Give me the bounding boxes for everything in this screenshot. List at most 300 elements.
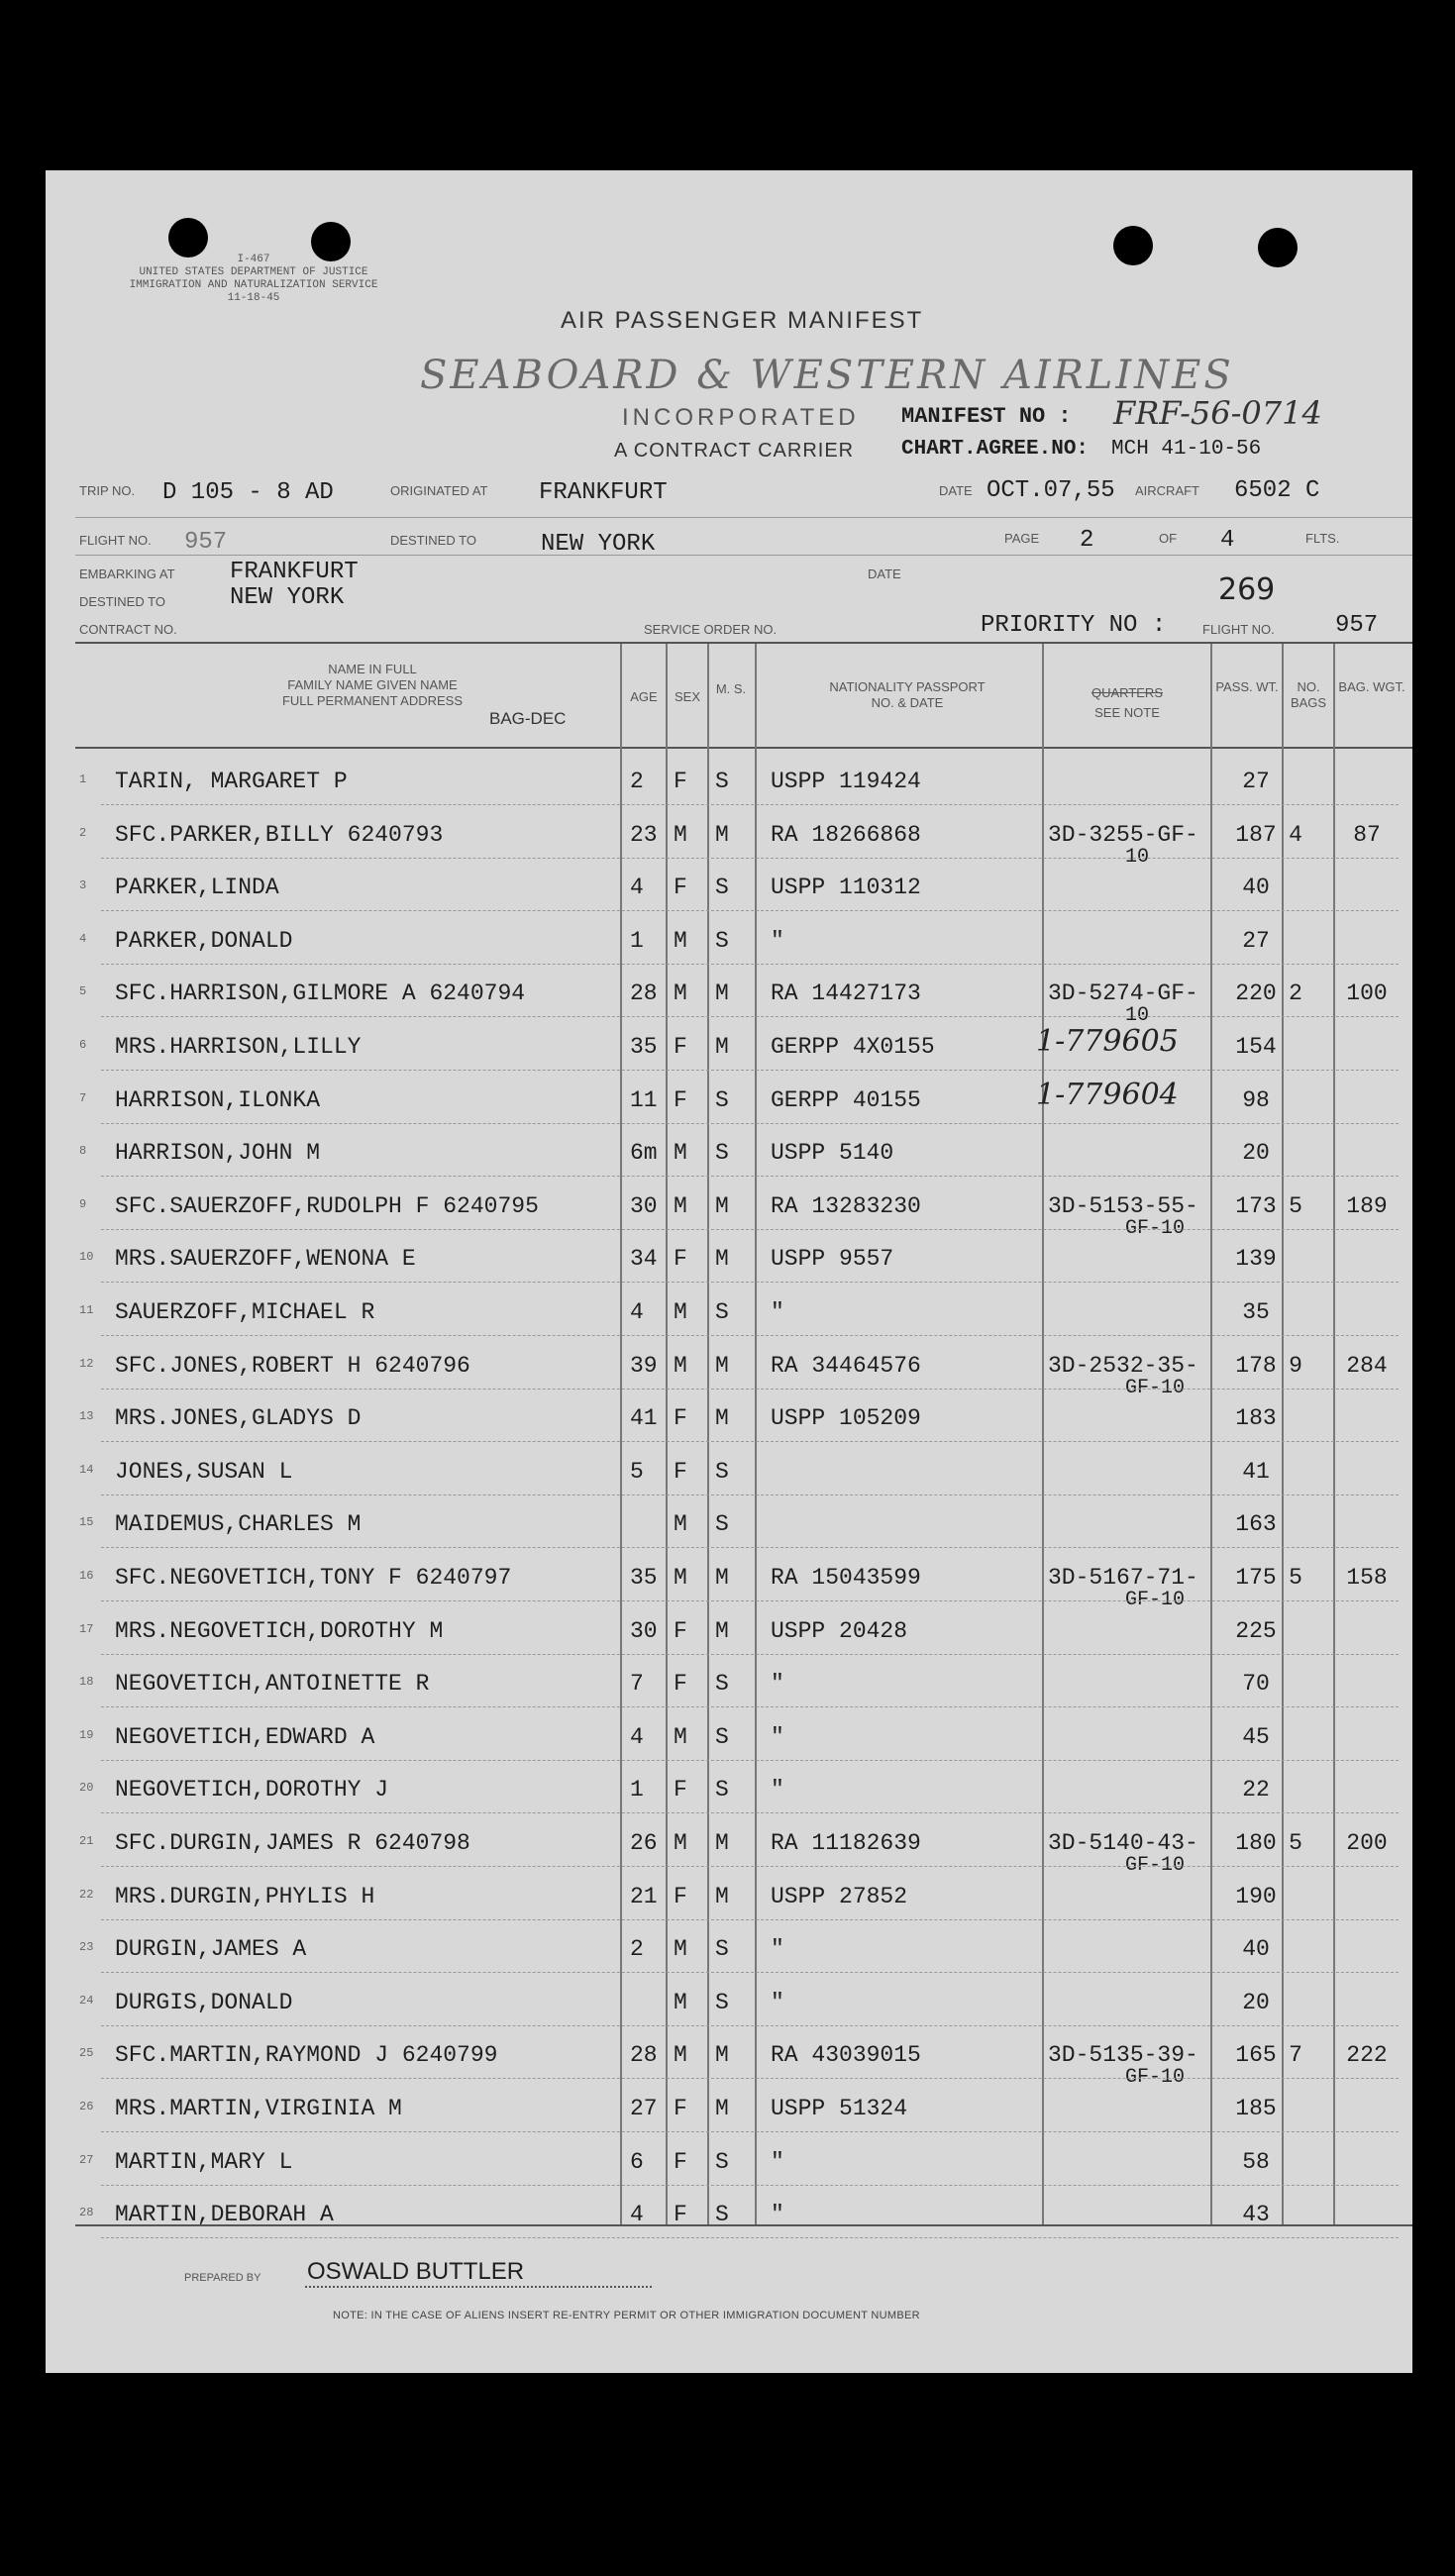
priority-label: PRIORITY NO : [981,612,1167,639]
passenger-marital-status: M [715,1405,729,1432]
passenger-sex: M [674,980,687,1007]
quarters-code: 3D-5274-GF- [1048,980,1198,1007]
trip-label: TRIP NO. [79,483,136,498]
table-row [46,1922,1412,1976]
row-number: 24 [79,1993,94,2008]
table-row [46,1232,1412,1286]
passenger-sex: F [674,2148,687,2175]
header-ms: M. S. [715,681,747,696]
table-row [46,808,1412,869]
row-rule [101,858,1399,859]
row-number: 12 [79,1356,94,1371]
quarters-code-continued: GF-10 [1125,1589,1186,1611]
passenger-weight: 185 [1235,2096,1277,2121]
passenger-weight: 173 [1235,1192,1277,1219]
passenger-name: NEGOVETICH,DOROTHY J [115,1777,389,1803]
quarters-code: 3D-5135-39- [1048,2042,1198,2069]
passenger-age: 4 [630,2202,644,2228]
passenger-weight: 20 [1242,1989,1270,2015]
passenger-weight: 154 [1235,1034,1277,1060]
passenger-age: 4 [630,1723,644,1750]
passenger-age: 28 [630,980,658,1007]
passenger-age: 1 [630,1777,644,1803]
date-value: OCT.07,55 [987,477,1115,504]
passport-number: " [771,1299,784,1325]
passenger-age: 35 [630,1565,658,1591]
passport-number: USPP 27852 [771,1883,908,1909]
row-rule [101,2131,1399,2132]
signature-line [305,2286,652,2288]
row-number: 19 [79,1727,94,1742]
passenger-weight: 178 [1235,1352,1277,1379]
row-number: 17 [79,1621,94,1636]
passport-number: RA 11182639 [771,1830,921,1856]
passport-number: RA 13283230 [771,1192,921,1219]
bag-weight: 222 [1346,2042,1388,2069]
passenger-age: 1 [630,927,644,954]
passenger-weight: 40 [1242,1936,1270,1963]
passenger-weight: 70 [1242,1671,1270,1698]
table-row [46,2135,1412,2189]
passenger-name: MRS.HARRISON,LILLY [115,1034,362,1060]
passport-number: " [771,1777,784,1803]
passenger-weight: 180 [1235,1830,1277,1856]
passenger-weight: 183 [1235,1405,1277,1432]
row-rule [101,1919,1399,1920]
passenger-age: 4 [630,875,644,901]
passport-number: USPP 9557 [771,1246,894,1273]
passenger-sex: F [674,1777,687,1803]
flights-label: FLTS. [1305,531,1340,546]
passenger-name: SFC.SAUERZOFF,RUDOLPH F 6240795 [115,1192,539,1219]
passport-number: RA 14427173 [771,980,921,1007]
passenger-name: MRS.SAUERZOFF,WENONA E [115,1246,416,1273]
header-see-note: SEE NOTE [1094,705,1160,720]
passenger-marital-status: S [715,1936,729,1963]
table-row [46,1020,1412,1074]
bag-weight: 189 [1346,1192,1388,1219]
passenger-marital-status: M [715,1883,729,1909]
destined2-label: DESTINED TO [79,594,165,609]
header-quarters: QUARTERS [1091,685,1163,700]
passenger-weight: 20 [1242,1140,1270,1167]
passenger-marital-status: M [715,1617,729,1644]
passenger-age: 30 [630,1192,658,1219]
charter-number: MCH 41-10-56 [1111,438,1262,461]
passenger-weight: 43 [1242,2202,1270,2228]
passenger-name: MARTIN,MARY L [115,2148,293,2175]
destined2-value: NEW YORK [230,584,345,611]
row-rule [101,1335,1399,1336]
table-row [46,1710,1412,1764]
passenger-weight: 139 [1235,1246,1277,1273]
row-rule [101,1282,1399,1283]
passenger-weight: 41 [1242,1458,1270,1485]
header-nationality: NATIONALITY PASSPORT NO. & DATE [829,679,986,710]
trip-value: D 105 - 8 AD [162,479,334,506]
passenger-name: MRS.NEGOVETICH,DOROTHY M [115,1617,444,1644]
passenger-age: 6m [630,1140,658,1167]
bag-weight: 100 [1346,980,1388,1007]
passport-number: " [771,1989,784,2015]
passport-number: USPP 5140 [771,1140,894,1167]
passenger-marital-status: S [715,2148,729,2175]
passenger-age: 30 [630,1617,658,1644]
passenger-sex: M [674,927,687,954]
passenger-name: SFC.DURGIN,JAMES R 6240798 [115,1830,470,1856]
quarters-code: 3D-3255-GF- [1048,821,1198,848]
quarters-code-continued: GF-10 [1125,2066,1186,2090]
passenger-age: 6 [630,2148,644,2175]
passenger-sex: M [674,1511,687,1538]
passenger-name: SFC.JONES,ROBERT H 6240796 [115,1352,470,1379]
passenger-weight: 165 [1235,2042,1277,2069]
row-rule [101,1123,1399,1124]
bag-weight: 87 [1353,821,1381,848]
passenger-weight: 225 [1235,1617,1277,1644]
passport-number: RA 15043599 [771,1565,921,1591]
passenger-name: PARKER,DONALD [115,927,293,954]
date2-label: DATE [868,567,901,581]
manifest-number: FRF-56-0714 [1113,394,1322,432]
passenger-marital-status: M [715,1352,729,1379]
passenger-name: JONES,SUSAN L [115,1458,293,1485]
aircraft-value: 6502 C [1234,477,1320,504]
quarters-code: 3D-2532-35- [1048,1352,1198,1379]
flight2-label: FLIGHT NO. [1202,622,1275,637]
row-number: 5 [79,984,87,999]
passenger-age: 5 [630,1458,644,1485]
passenger-name: SFC.MARTIN,RAYMOND J 6240799 [115,2042,498,2069]
page-value: 2 [1080,527,1094,554]
destined-label: DESTINED TO [390,533,476,548]
bag-weight: 158 [1346,1565,1388,1591]
passport-number: USPP 51324 [771,2096,908,2121]
prepared-label: PREPARED BY [184,2272,261,2284]
passport-number: USPP 105209 [771,1405,921,1432]
passenger-sex: F [674,1034,687,1060]
bag-count: 4 [1289,821,1302,848]
row-rule [101,964,1399,965]
passenger-sex: F [674,2096,687,2121]
passenger-name: HARRISON,JOHN M [115,1140,321,1167]
row-rule [101,1760,1399,1761]
table-row [46,1551,1412,1611]
passenger-weight: 45 [1242,1723,1270,1750]
passenger-sex: M [674,1565,687,1591]
bag-count: 2 [1289,980,1302,1007]
passenger-sex: F [674,1671,687,1698]
quarters-code-continued: GF-10 [1125,1216,1186,1240]
row-rule [101,1016,1399,1017]
manifest-sheet [46,170,1412,2373]
table-row [46,2188,1412,2241]
embarking-value: FRANKFURT [230,559,359,585]
passport-number: RA 43039015 [771,2042,921,2069]
passenger-age: 27 [630,2096,658,2121]
row-rule [101,1494,1399,1495]
passenger-age: 28 [630,2042,658,2069]
passenger-marital-status: M [715,1192,729,1219]
passenger-age: 7 [630,1671,644,1698]
header-bags: NO. BAGS [1290,679,1327,710]
passport-number: " [771,1671,784,1698]
table-row [46,1445,1412,1498]
passport-number: RA 34464576 [771,1352,921,1379]
passenger-marital-status: S [715,1989,729,2015]
passport-number: USPP 20428 [771,1617,908,1644]
date-label: DATE [939,483,973,498]
table-row [46,967,1412,1028]
passenger-sex: M [674,1723,687,1750]
passenger-sex: M [674,1299,687,1325]
bag-count: 7 [1289,2042,1302,2069]
passenger-sex: F [674,1086,687,1113]
table-row [46,1497,1412,1551]
passenger-marital-status: M [715,1246,729,1273]
quarters-code-continued: GF-10 [1125,1376,1186,1399]
passenger-name: SFC.HARRISON,GILMORE A 6240794 [115,980,526,1007]
table-row [46,1604,1412,1658]
passport-number: " [771,2202,784,2228]
quarters-code-continued: GF-10 [1125,1854,1186,1877]
header-bag-wgt: BAG. WGT. [1338,679,1405,694]
row-rule [101,1389,1399,1390]
row-rule [101,1706,1399,1707]
row-number: 6 [79,1038,87,1052]
handwritten-document-number: 1-779604 [1036,1077,1179,1112]
passenger-age: 39 [630,1352,658,1379]
row-rule [101,1441,1399,1442]
bag-weight: 284 [1346,1352,1388,1379]
passenger-name: DURGIS,DONALD [115,1989,293,2015]
passport-number: GERPP 4X0155 [771,1034,935,1060]
flight-value: 957 [184,529,228,556]
aircraft-label: AIRCRAFT [1135,483,1199,498]
row-rule [101,1229,1399,1230]
page-of-value: 4 [1220,527,1235,554]
row-rule [101,2078,1399,2079]
passenger-sex: F [674,1246,687,1273]
row-number: 27 [79,2152,94,2167]
incorporated-text: INCORPORATED [622,404,860,431]
row-number: 15 [79,1515,94,1530]
punch-hole [168,218,208,258]
row-number: 23 [79,1940,94,1955]
passenger-sex: M [674,1989,687,2015]
table-row [46,1657,1412,1710]
row-rule [101,1812,1399,1813]
handwritten-document-number: 1-779605 [1036,1024,1179,1059]
flight-label: FLIGHT NO. [79,533,152,548]
passenger-marital-status: S [715,1140,729,1167]
passenger-weight: 187 [1235,821,1277,848]
table-row [46,2028,1412,2090]
passenger-sex: F [674,1405,687,1432]
passenger-marital-status: M [715,980,729,1007]
passport-number: USPP 110312 [771,875,921,901]
quarters-code-continued: 10 [1125,845,1150,869]
passenger-marital-status: M [715,1565,729,1591]
row-number: 28 [79,2206,94,2220]
passport-number: " [771,2148,784,2175]
header-bag-dec: BAG-DEC [489,709,567,728]
passenger-name: MAIDEMUS,CHARLES M [115,1511,362,1538]
row-number: 1 [79,773,87,786]
airline-name: SEABOARD & WESTERN AIRLINES [420,353,1234,398]
table-row [46,1180,1412,1240]
quarters-code: 3D-5153-55- [1048,1192,1198,1219]
passenger-name: NEGOVETICH,EDWARD A [115,1723,375,1750]
row-number: 7 [79,1090,87,1105]
passenger-name: SAUERZOFF,MICHAEL R [115,1299,375,1325]
passenger-sex: M [674,821,687,848]
bag-count: 9 [1289,1352,1302,1379]
row-number: 22 [79,1887,94,1902]
passenger-name: MRS.MARTIN,VIRGINIA M [115,2096,402,2121]
row-rule [101,1600,1399,1601]
passenger-age: 35 [630,1034,658,1060]
table-row [46,1816,1412,1877]
bag-count: 5 [1289,1565,1302,1591]
row-rule [101,1654,1399,1655]
passenger-marital-status: M [715,821,729,848]
passenger-marital-status: M [715,2096,729,2121]
row-number: 26 [79,2100,94,2113]
passenger-sex: M [674,1352,687,1379]
passenger-marital-status: S [715,1777,729,1803]
table-row [46,1391,1412,1445]
passenger-weight: 58 [1242,2148,1270,2175]
passenger-sex: F [674,2202,687,2228]
table-row [46,1286,1412,1339]
priority-number: 269 [1218,572,1276,607]
passenger-marital-status: S [715,1671,729,1698]
passenger-name: SFC.PARKER,BILLY 6240793 [115,821,444,848]
passenger-marital-status: S [715,875,729,901]
header-name: NAME IN FULL FAMILY NAME GIVEN NAME FULL PERMANENT ADDRESS [281,662,464,708]
passenger-name: MRS.JONES,GLADYS D [115,1405,362,1432]
passenger-name: DURGIN,JAMES A [115,1936,307,1963]
passenger-marital-status: S [715,927,729,954]
row-number: 20 [79,1781,94,1796]
passenger-age: 23 [630,821,658,848]
passenger-marital-status: M [715,1830,729,1856]
header-age: AGE [630,689,658,704]
prepared-by: OSWALD BUTTLER [307,2258,525,2285]
row-rule [101,2185,1399,2186]
passport-number: " [771,1723,784,1750]
row-rule [101,1866,1399,1867]
passenger-marital-status: M [715,1034,729,1060]
header-pass-wt: PASS. WT. [1215,679,1279,694]
table-row [46,1339,1412,1399]
passenger-marital-status: S [715,1086,729,1113]
row-rule [101,2025,1399,2026]
row-rule [101,1547,1399,1548]
manifest-label: MANIFEST NO : [901,404,1072,429]
row-number: 2 [79,825,87,840]
passenger-name: NEGOVETICH,ANTOINETTE R [115,1671,430,1698]
page-of-label: OF [1159,531,1178,546]
passenger-weight: 22 [1242,1777,1270,1803]
row-number: 8 [79,1144,87,1159]
passenger-sex: M [674,1140,687,1167]
originated-value: FRANKFURT [539,479,668,506]
passenger-weight: 190 [1235,1883,1277,1909]
table-row [46,1763,1412,1816]
originated-label: ORIGINATED AT [390,483,488,498]
embarking-label: EMBARKING AT [79,567,175,581]
agency-block: I-467 UNITED STATES DEPARTMENT OF JUSTICE IMMIGRATION AND NATURALIZATION SERVICE 11-18-45 [129,254,378,304]
header-sex: SEX [674,689,700,704]
passenger-age: 11 [630,1086,658,1113]
passenger-name: MARTIN,DEBORAH A [115,2202,334,2228]
passenger-sex: F [674,1458,687,1485]
passport-number: " [771,927,784,954]
service-order-label: SERVICE ORDER NO. [644,622,778,637]
passenger-name: PARKER,LINDA [115,875,279,901]
passenger-weight: 27 [1242,769,1270,794]
passenger-sex: M [674,1936,687,1963]
contract-label: CONTRACT NO. [79,622,177,637]
passenger-weight: 220 [1235,980,1277,1007]
passenger-sex: M [674,2042,687,2069]
row-number: 4 [79,931,87,946]
page-label: PAGE [1004,531,1040,546]
row-rule [101,2237,1399,2238]
passenger-marital-status: S [715,1458,729,1485]
row-rule [101,1070,1399,1071]
passport-number: RA 18266868 [771,821,921,848]
row-number: 11 [79,1303,94,1317]
rule [75,517,1412,518]
row-rule [101,804,1399,805]
punch-hole [1113,226,1153,265]
row-number: 3 [79,878,87,893]
passenger-marital-status: M [715,2042,729,2069]
row-number: 21 [79,1834,94,1848]
passenger-weight: 163 [1235,1511,1277,1538]
passenger-sex: F [674,1883,687,1909]
quarters-code: 3D-5167-71- [1048,1565,1198,1591]
passenger-name: TARIN, MARGARET P [115,769,348,794]
table-row [46,755,1412,808]
passenger-name: SFC.NEGOVETICH,TONY F 6240797 [115,1565,512,1591]
row-number: 18 [79,1675,94,1690]
passenger-sex: M [674,1192,687,1219]
table-row [46,1976,1412,2029]
passenger-weight: 40 [1242,875,1270,901]
passenger-age: 2 [630,769,644,794]
passenger-marital-status: S [715,769,729,794]
passenger-age: 21 [630,1883,658,1909]
passenger-age: 4 [630,1299,644,1325]
passenger-sex: F [674,875,687,901]
passenger-name: MRS.DURGIN,PHYLIS H [115,1883,375,1909]
passenger-weight: 98 [1242,1086,1270,1113]
passport-number: USPP 119424 [771,769,921,794]
bag-weight: 200 [1346,1830,1388,1856]
passenger-sex: F [674,1617,687,1644]
passenger-weight: 175 [1235,1565,1277,1591]
passenger-age: 34 [630,1246,658,1273]
punch-hole [1258,228,1298,267]
table-row [46,2082,1412,2135]
row-number: 16 [79,1569,94,1583]
carrier-type: A CONTRACT CARRIER [614,440,855,462]
table-row [46,861,1412,914]
